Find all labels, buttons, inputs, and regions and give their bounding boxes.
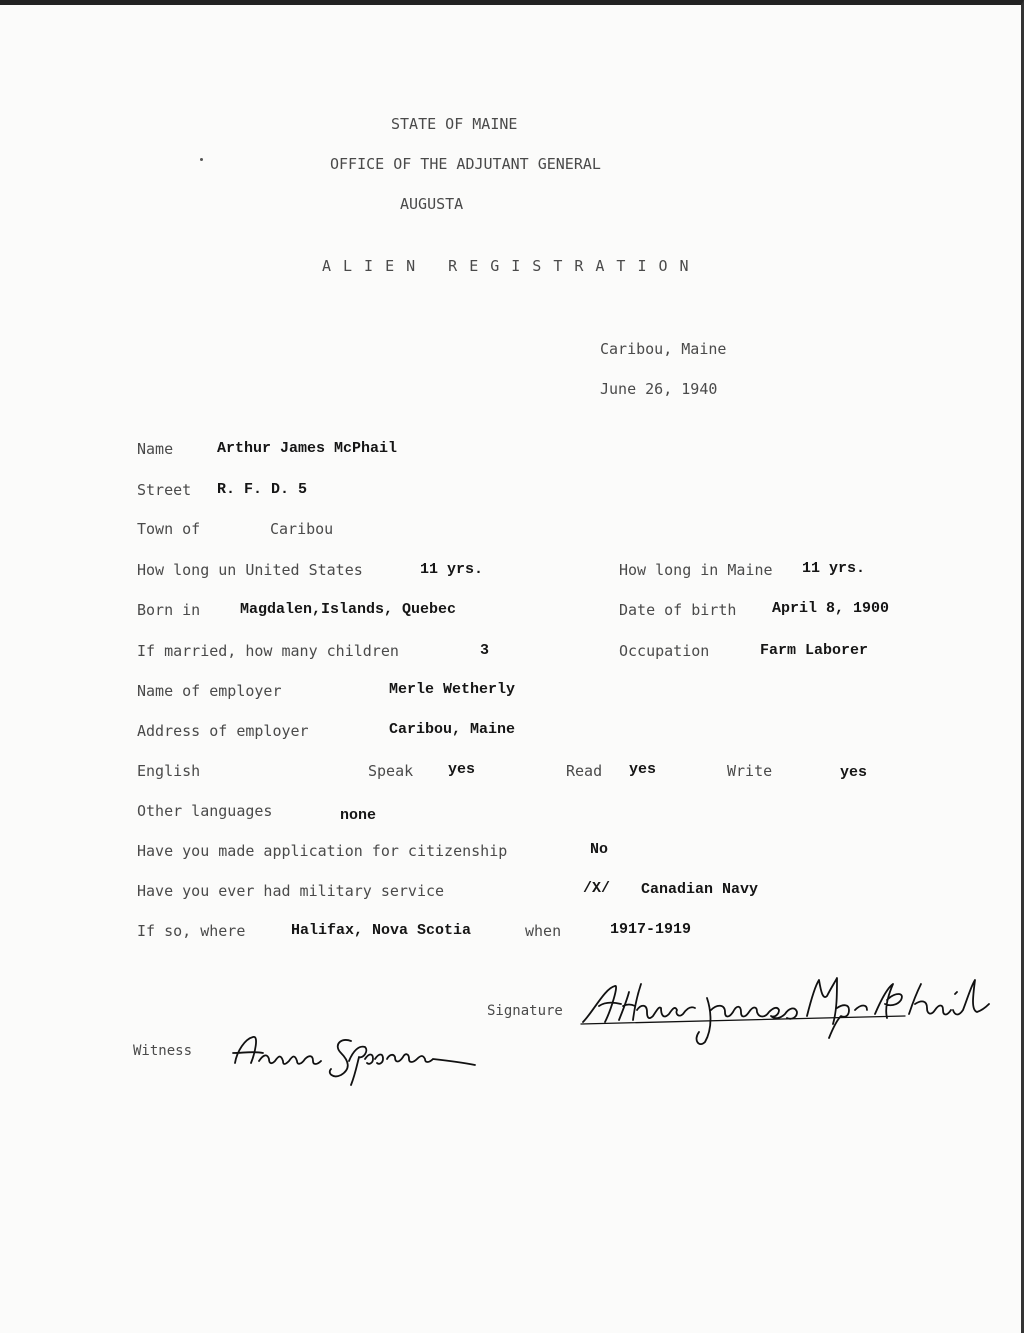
military-label: Have you ever had military service [137,882,445,900]
read-label: Read [566,762,603,780]
date-of-birth-label: Date of birth [619,601,737,619]
street-value: R. F. D. 5 [217,481,308,498]
speak-value: yes [448,761,476,778]
witness-label: Witness [133,1043,193,1059]
town-value: Caribou [270,520,334,538]
where-label: If so, where [137,922,246,940]
name-value: Arthur James McPhail [217,440,398,457]
employer-address-label: Address of employer [137,722,309,740]
when-value: 1917-1919 [610,921,692,938]
ink-dot [200,158,203,161]
other-languages-label: Other languages [137,802,273,820]
applicant-signature [575,970,995,1050]
english-label: English [137,762,201,780]
write-label: Write [727,762,773,780]
form-title: ALIEN REGISTRATION [322,257,701,275]
occupation-value: Farm Laborer [760,642,869,659]
occupation-label: Occupation [619,642,710,660]
born-in-label: Born in [137,601,201,619]
form-date: June 26, 1940 [600,380,718,398]
date-of-birth-value: April 8, 1900 [772,600,890,617]
born-in-value: Magdalen,Islands, Quebec [240,601,457,618]
read-value: yes [629,761,657,778]
citizenship-label: Have you made application for citizenship [137,842,508,860]
citizenship-value: No [590,841,609,858]
when-label: when [525,922,562,940]
employer-name-value: Merle Wetherly [389,681,516,698]
how-long-us-value: 11 yrs. [420,561,484,578]
children-value: 3 [480,642,490,659]
how-long-us-label: How long un United States [137,561,363,579]
header-office: OFFICE OF THE ADJUTANT GENERAL [330,155,601,173]
military-value: Canadian Navy [641,881,759,898]
town-label: Town of [137,520,201,538]
header-state: STATE OF MAINE [391,115,518,133]
how-long-maine-label: How long in Maine [619,561,773,579]
form-place: Caribou, Maine [600,340,727,358]
speak-label: Speak [368,762,414,780]
employer-name-label: Name of employer [137,682,282,700]
where-value: Halifax, Nova Scotia [291,922,472,939]
other-languages-value: none [340,807,377,824]
witness-signature [225,1023,485,1103]
military-mark: /X/ [583,880,611,897]
employer-address-value: Caribou, Maine [389,721,516,738]
street-label: Street [137,481,192,499]
signature-label: Signature [487,1003,563,1019]
header-city: AUGUSTA [400,195,464,213]
name-label: Name [137,440,174,458]
write-value: yes [840,764,868,781]
how-long-maine-value: 11 yrs. [802,560,866,577]
children-label: If married, how many children [137,642,399,660]
